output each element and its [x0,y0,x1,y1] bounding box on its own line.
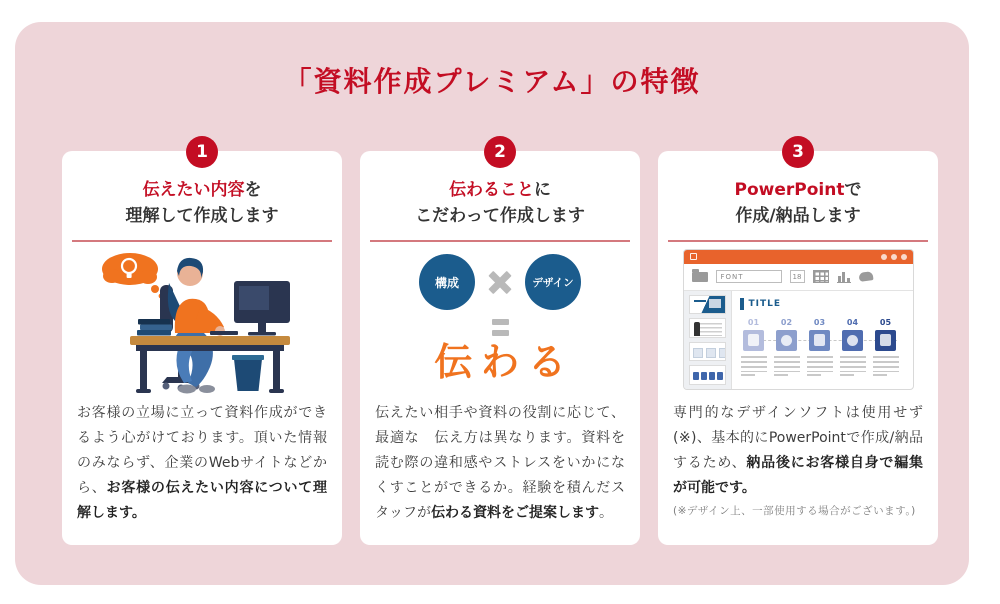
card-body-text: 専門的なデザインソフトは使用せず(※)、基本的にPowerPointで作成/納品するため、納品後にお客様自身で編集が可能です。 [673,404,924,496]
card-title-rest: で [844,180,862,200]
structure-circle: 構成 [419,254,475,310]
slide-step: 05 [872,318,900,376]
card-number-badge: 1 [186,136,218,168]
thought-bubble-icon [102,253,163,298]
feature-cards-row [62,142,938,545]
card-title-rest: に [534,180,551,200]
card-title-highlight: 伝えたい内容 [142,180,245,200]
slide-step: 04 [839,318,867,376]
step-icon [875,330,896,351]
feature-card-1 [62,142,342,545]
step-icon [743,330,764,351]
slide-thumbnails-panel [684,291,732,389]
card-title [360,177,640,230]
card-body-text: お客様の立場に立って資料作成ができるよう心がけております。頂いた情報のみならず、企業のWebサイトなどから、お客様の伝えたい内容について理解します。 [77,404,327,521]
bar-chart-icon [837,270,851,283]
person-working-illustration [82,243,322,395]
card-number-badge: 2 [484,136,516,168]
equals-icon [492,319,509,336]
pink-background-panel [15,22,969,585]
card-title-highlight: 伝わること [449,180,534,200]
design-circle: デザイン [525,254,581,310]
slide-thumbnail [689,318,726,338]
card1-illustration-area [62,242,342,397]
card-title-line2: 理解して作成します [125,206,279,227]
card-title [658,177,938,230]
step-icon [809,330,830,351]
shape-icon [858,271,873,282]
app-icon [690,253,697,260]
slide-step: 03 [806,318,834,376]
slide-thumbnail [689,342,726,362]
feature-card-2 [360,142,640,545]
folder-icon [692,272,708,282]
ppt-toolbar [684,264,913,291]
feature-card-3 [658,142,938,545]
slide-canvas [732,291,913,389]
page-title: 「資料作成プレミアム」の特徴 [283,65,701,98]
step-icon [842,330,863,351]
card2-illustration-area [360,242,640,397]
title-accent-bar [740,298,744,310]
result-text: 伝わる [433,340,575,385]
multiply-icon [487,269,513,295]
slide-thumbnail [689,365,726,385]
card3-illustration-area [658,242,938,397]
powerpoint-window [683,249,914,390]
step-icon [776,330,797,351]
slide-title: TITLE [740,298,905,310]
table-icon [813,270,829,283]
font-name-box: FONT [716,270,782,283]
card-body-text: 伝えたい相手や資料の役割に応じて、最適な 伝え方は異なります。資料を読む際の違和感やストレスをいかになくすことができるか。経験を積んだスタッフが伝わる資料をご提案します。 [375,404,625,521]
ppt-titlebar [684,250,913,264]
slide-step: 02 [773,318,801,376]
slide-step: 01 [740,318,768,376]
person-figure [168,258,225,394]
card-title-rest: を [244,180,262,200]
card-title-line2: こだわって作成します [415,206,585,227]
card-title-highlight: PowerPoint [734,180,845,200]
window-buttons [881,254,907,260]
card-title-line2: 作成/納品します [735,206,861,227]
font-size-box: 18 [790,270,805,283]
card-footnote: (※デザイン上、一部使用する場合がございます。) [673,504,916,517]
card-title [62,177,342,230]
trash-can-icon [232,355,264,391]
slide-steps-row [740,318,905,376]
slide-thumbnail [689,295,726,315]
card-number-badge: 3 [782,136,814,168]
formula-diagram [360,254,640,384]
books-stack-icon [137,319,172,336]
